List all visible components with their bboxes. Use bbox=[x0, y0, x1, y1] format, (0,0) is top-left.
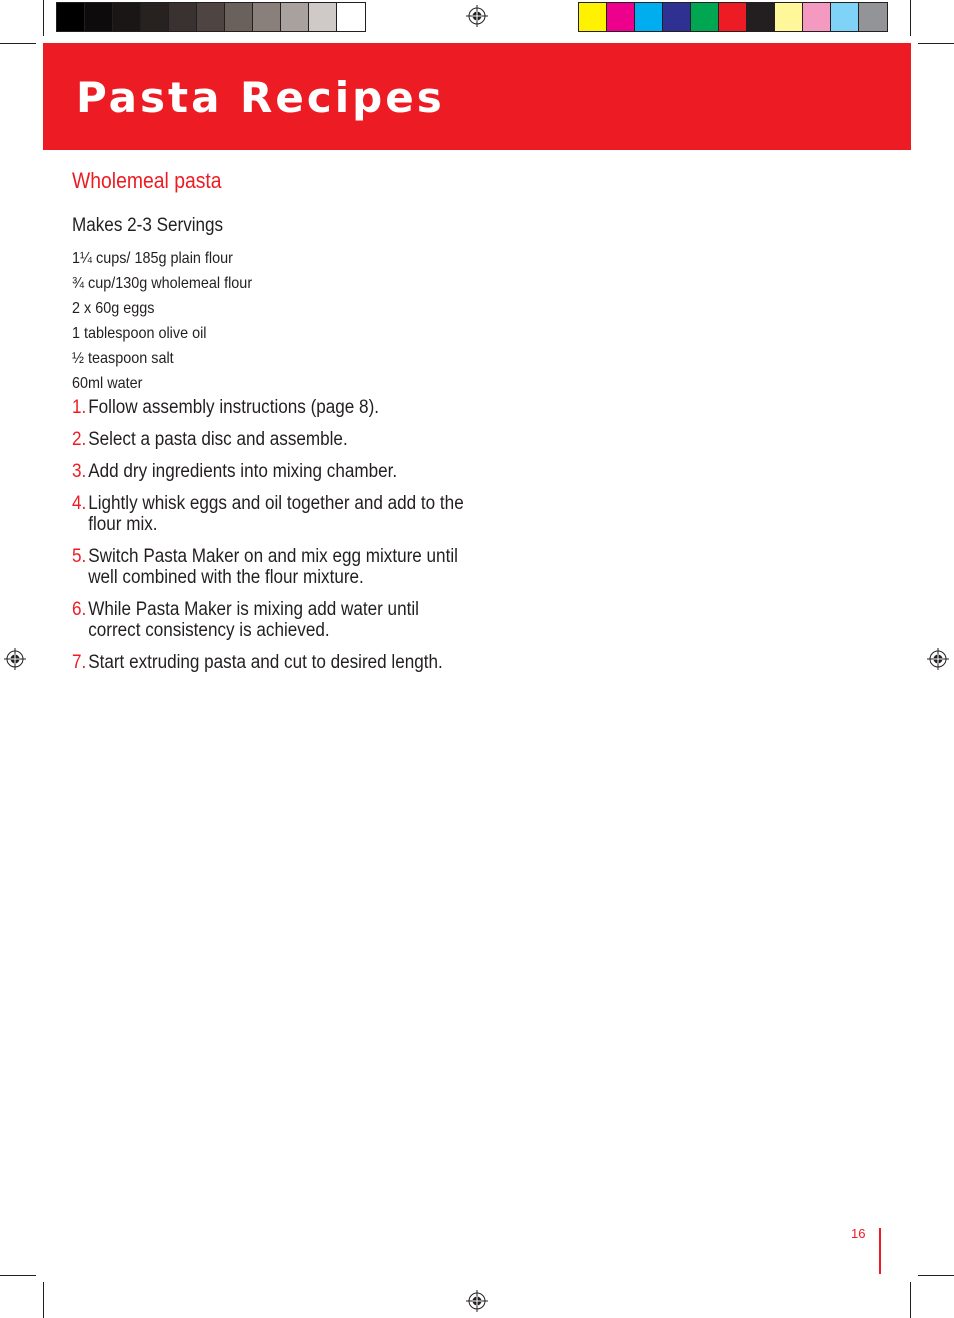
step-number: 1. bbox=[72, 397, 87, 418]
crop-mark bbox=[910, 1282, 911, 1318]
recipe-servings: Makes 2-3 Servings bbox=[72, 215, 224, 236]
color-swatch bbox=[691, 3, 719, 31]
step-text: Follow assembly instructions (page 8). bbox=[88, 397, 380, 418]
step-text: Start extruding pasta and cut to desired length. bbox=[88, 652, 443, 673]
step-item bbox=[72, 461, 466, 482]
step-text: Lightly whisk eggs and oil together and add to the flour mix. bbox=[88, 493, 464, 535]
color-swatch bbox=[141, 3, 169, 31]
process-color-bar bbox=[578, 2, 888, 32]
crop-mark bbox=[0, 43, 36, 44]
step-number: 7. bbox=[72, 652, 87, 673]
ingredient-item: 1 tablespoon olive oil bbox=[72, 325, 207, 342]
registration-mark-icon bbox=[927, 648, 949, 670]
step-item bbox=[72, 546, 466, 588]
step-item bbox=[72, 599, 466, 641]
color-swatch bbox=[607, 3, 635, 31]
header-band bbox=[43, 43, 911, 150]
color-swatch bbox=[337, 3, 365, 31]
color-swatch bbox=[225, 3, 253, 31]
registration-mark-icon bbox=[466, 5, 488, 27]
crop-mark bbox=[918, 1275, 954, 1276]
crop-mark bbox=[43, 0, 44, 36]
step-text: While Pasta Maker is mixing add water until correct consistency is achieved. bbox=[88, 599, 419, 641]
page-title: Pasta Recipes bbox=[76, 73, 445, 122]
ingredient-list bbox=[72, 248, 272, 398]
registration-mark-icon bbox=[4, 648, 26, 670]
color-swatch bbox=[831, 3, 859, 31]
page-number: 16 bbox=[851, 1226, 866, 1241]
color-swatch bbox=[85, 3, 113, 31]
color-swatch bbox=[663, 3, 691, 31]
crop-mark bbox=[43, 1282, 44, 1318]
ingredient-item: 2 x 60g eggs bbox=[72, 300, 155, 317]
color-swatch bbox=[775, 3, 803, 31]
step-number: 3. bbox=[72, 461, 87, 482]
color-swatch bbox=[803, 3, 831, 31]
color-swatch bbox=[281, 3, 309, 31]
color-swatch bbox=[719, 3, 747, 31]
color-swatch bbox=[579, 3, 607, 31]
color-swatch bbox=[113, 3, 141, 31]
step-text: Switch Pasta Maker on and mix egg mixture until well combined with the flour mixture. bbox=[88, 546, 458, 588]
ingredient-item: ¾ cup/130g wholemeal flour bbox=[72, 275, 253, 292]
color-swatch bbox=[309, 3, 337, 31]
step-item bbox=[72, 493, 466, 535]
crop-mark bbox=[910, 0, 911, 36]
recipe-title: Wholemeal pasta bbox=[72, 168, 222, 193]
step-item bbox=[72, 397, 466, 418]
color-swatch bbox=[747, 3, 775, 31]
step-item bbox=[72, 652, 466, 673]
crop-mark bbox=[0, 1275, 36, 1276]
color-swatch bbox=[635, 3, 663, 31]
step-number: 5. bbox=[72, 546, 87, 567]
method-steps bbox=[72, 397, 472, 684]
step-number: 6. bbox=[72, 599, 87, 620]
step-number: 4. bbox=[72, 493, 87, 514]
page-number-rule bbox=[879, 1228, 881, 1274]
ingredient-item: 1¼ cups/ 185g plain flour bbox=[72, 250, 233, 267]
color-swatch bbox=[859, 3, 887, 31]
ingredient-item: ½ teaspoon salt bbox=[72, 350, 174, 367]
step-text: Select a pasta disc and assemble. bbox=[88, 429, 348, 450]
color-swatch bbox=[253, 3, 281, 31]
color-swatch bbox=[57, 3, 85, 31]
color-swatch bbox=[197, 3, 225, 31]
step-item bbox=[72, 429, 466, 450]
crop-mark bbox=[918, 43, 954, 44]
ingredient-item: 60ml water bbox=[72, 375, 143, 392]
color-swatch bbox=[169, 3, 197, 31]
step-text: Add dry ingredients into mixing chamber. bbox=[88, 461, 398, 482]
step-number: 2. bbox=[72, 429, 87, 450]
registration-mark-icon bbox=[466, 1290, 488, 1312]
grayscale-color-bar bbox=[56, 2, 366, 32]
